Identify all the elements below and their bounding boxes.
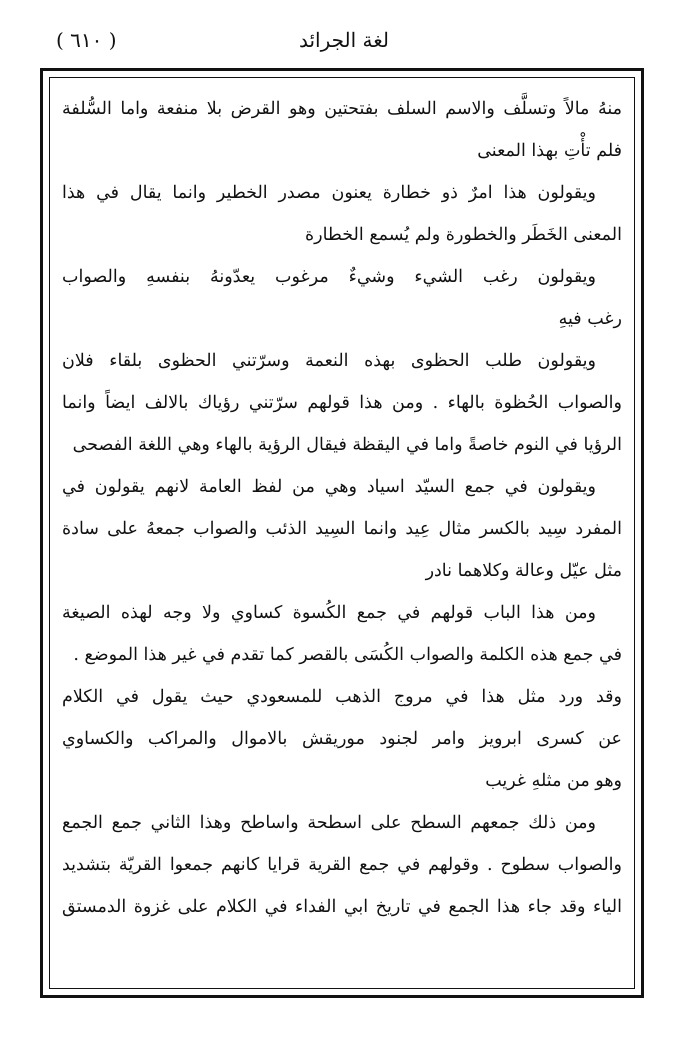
text-line: ومن هذا الباب قولهم في جمع الكُسوة كساوي ولا وجه لهذه الصيغة: [62, 603, 596, 623]
page-number: ( ٦١٠ ): [56, 28, 117, 52]
text-line: عن كسرى ابرويز وامر لجنود موريقش بالاموال والمراكب والكساوي: [62, 729, 622, 749]
text-line: منهُ مالاً وتسلَّف والاسم السلف بفتحتين وهو القرض بلا منفعة واما السُّلفة: [62, 99, 622, 119]
text-line: ومن ذلك جمعهم السطح على اسطحة واساطح وهذا الثاني جمع الجمع: [62, 813, 596, 833]
text-line: ويقولون طلب الحظوى بهذه النعمة وسرّتني الحظوى بلقاء فلان: [62, 351, 596, 371]
text-line: في جمع هذه الكلمة والصواب الكُسَى بالقصر كما تقدم في غير هذا الموضع .: [73, 645, 622, 665]
text-line: رغب فيهِ: [558, 309, 622, 329]
text-frame-inner: [49, 77, 635, 989]
text-line: المعنى الخَطَر والخطورة ولم يُسمع الخطارة: [304, 225, 622, 245]
text-line: وقد ورد مثل هذا في مروج الذهب للمسعودي حيث يقول في الكلام: [62, 687, 622, 707]
text-line: وهو من مثلهِ غريب: [485, 771, 622, 791]
page-header: [44, 24, 644, 60]
text-line: ويقولون هذا امرٌ ذو خطارة يعنون مصدر الخطير وانما يقال في هذا: [62, 183, 596, 203]
text-line: الرؤيا في النوم خاصةً واما في اليقظة فيقال الرؤية بالهاء وهي اللغة الفصحى: [72, 435, 622, 455]
text-line: ويقولون رغب الشيء وشيءٌ مرغوب يعدّونهُ بنفسهِ والصواب: [62, 267, 596, 287]
text-line: مثل عيّل وعالة وكلاهما نادر: [425, 561, 622, 581]
text-line: المفرد سِيد بالكسر مثال عِيد وانما السِيد الذئب والصواب جمعهُ على سادة: [62, 519, 622, 539]
page-title: لغة الجرائد: [298, 28, 390, 52]
text-line: والصواب سطوح . وقولهم في جمع القرية قرايا كانهم جمعوا القريّة بتشديد: [62, 855, 622, 875]
text-line: ويقولون في جمع السيّد اسياد وهي من لفظ العامة لانهم يقولون في: [62, 477, 596, 497]
text-line: الياء وقد جاء هذا الجمع في تاريخ ابي الفداء في الكلام على غزوة الدمستق: [62, 897, 622, 917]
text-line: والصواب الحُظوة بالهاء . ومن هذا قولهم سرّتني رؤياك بالالف ايضاً وانما: [62, 393, 622, 413]
text-body: [62, 88, 622, 980]
text-frame-outer: [40, 68, 644, 998]
text-line: فلم تأْتِ بهذا المعنى: [477, 141, 622, 161]
